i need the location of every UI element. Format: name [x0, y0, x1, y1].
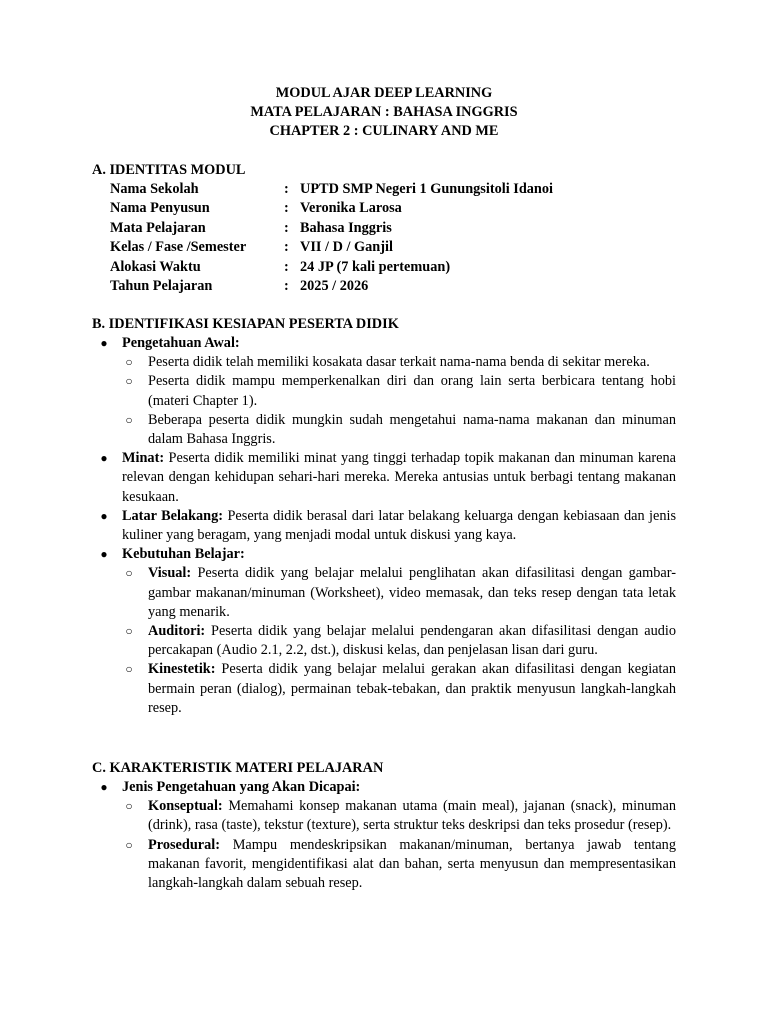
list-item — [100, 449, 677, 507]
sub-item-label: Auditori: — [148, 623, 206, 640]
sub-list-item — [125, 411, 676, 449]
item-text: Peserta didik yang belajar melalui penglihatan akan difasilitasi dengan gambar-gambar makanan/minuman (Worksheet), video memasak, dan teks resep dengan tata letak yang menarik. — [148, 565, 677, 620]
item-text: Memahami konsep makanan utama (main meal), jajanan (snack), minuman (drink), rasa (taste), tekstur (texture), serta struktur teks deskripsi dan teks prosedur (resep). — [148, 798, 676, 834]
identity-colon: : — [284, 258, 289, 275]
bullet-icon: ● — [100, 780, 108, 794]
identity-label: Nama Sekolah — [110, 181, 199, 197]
sub-list-item — [125, 836, 676, 894]
sub-item-label: Prosedural: — [148, 836, 221, 853]
list-item — [100, 545, 677, 718]
identity-value: Veronika Larosa — [300, 200, 402, 217]
item-text: Peserta didik berasal dari latar belakang keluarga dengan kebiasaan dan jenis kuliner yang beragam, yang menjadi modal untuk diskusi yang kaya. — [122, 507, 677, 544]
identity-table — [110, 180, 553, 296]
section-b-heading: B. IDENTIFIKASI KESIAPAN PESERTA DIDIK — [92, 316, 399, 332]
item-text: Peserta didik yang belajar melalui pendengaran akan difasilitasi dengan audio percakapan (Audio 2.1, 2.2, dst.), diskusi kelas, dan penjelasan lisan dari guru. — [148, 623, 676, 659]
title-line-2: MATA PELAJARAN : BAHASA INGGRIS — [250, 104, 518, 121]
identity-label: Nama Penyusun — [110, 200, 210, 217]
item-label: Pengetahuan Awal: — [122, 335, 240, 351]
sub-item-label: Konseptual: — [148, 798, 223, 815]
identity-colon: : — [284, 200, 289, 217]
item-label: Latar Belakang: — [122, 507, 224, 524]
identity-value: Bahasa Inggris — [300, 219, 392, 236]
list-item — [100, 778, 676, 893]
identity-value: 2025 / 2026 — [300, 277, 369, 294]
item-label: Kebutuhan Belajar: — [122, 546, 245, 563]
identity-label: Alokasi Waktu — [110, 258, 201, 275]
sub-list-item — [125, 622, 676, 660]
bullet-icon: ● — [100, 336, 108, 350]
section-b-list — [100, 334, 677, 718]
item-text: Peserta didik yang belajar melalui gerakan akan difasilitasi dengan kegiatan bermain peran (dialog), permainan tebak-tebakan, dan praktik menyusun langkah-langkah resep. — [148, 661, 676, 716]
sub-list-item — [125, 660, 676, 718]
item-text: Mampu mendeskripsikan makanan/minuman, bertanya jawab tentang makanan favorit, mengidentifikasi alat dan bahan, serta menyusun dan mempresentasikan langkah-langkah dalam sebuah resep. — [148, 836, 676, 892]
identity-row — [110, 277, 553, 296]
identity-label: Tahun Pelajaran — [110, 277, 213, 294]
item-text: Beberapa peserta didik mungkin sudah mengetahui nama-nama makanan dan minuman dalam Bahasa Inggris. — [148, 411, 676, 448]
item-text: Peserta didik telah memiliki kosakata dasar terkait nama-nama benda di sekitar mereka. — [148, 354, 650, 371]
item-label: Jenis Pengetahuan yang Akan Dicapai: — [122, 779, 361, 795]
identity-value: UPTD SMP Negeri 1 Gunungsitoli Idanoi — [300, 181, 554, 197]
circle-bullet-icon: ○ — [125, 374, 133, 389]
circle-bullet-icon: ○ — [125, 799, 133, 814]
identity-row — [110, 219, 553, 238]
item-label: Minat: — [122, 450, 165, 467]
list-item — [100, 507, 677, 545]
identity-colon: : — [284, 239, 289, 256]
identity-row — [110, 258, 553, 277]
circle-bullet-icon: ○ — [125, 837, 133, 852]
identity-row — [110, 238, 553, 257]
sub-list-item — [125, 353, 676, 372]
bullet-icon: ● — [100, 547, 108, 562]
list-item — [100, 334, 676, 449]
document-title — [0, 84, 768, 142]
identity-label: Mata Pelajaran — [110, 219, 206, 236]
identity-colon: : — [284, 181, 289, 197]
circle-bullet-icon: ○ — [125, 566, 133, 581]
title-line-1: MODUL AJAR DEEP LEARNING — [275, 85, 493, 101]
circle-bullet-icon: ○ — [125, 662, 133, 677]
circle-bullet-icon: ○ — [125, 355, 133, 370]
item-text: Peserta didik memiliki minat yang tinggi terhadap topik makanan dan minuman karena relevan dengan kehidupan sehari-hari mereka. Mereka antusias untuk berbagi tentang makanan kesukaan. — [122, 450, 677, 505]
item-text: Peserta didik mampu memperkenalkan diri dan orang lain serta berbicara tentang hobi (materi Chapter 1). — [148, 373, 676, 409]
identity-colon: : — [284, 277, 289, 294]
title-line-3: CHAPTER 2 : CULINARY AND ME — [269, 123, 499, 140]
bullet-icon: ● — [100, 451, 108, 466]
circle-bullet-icon: ○ — [125, 624, 133, 639]
sub-list-item — [125, 797, 676, 835]
section-c-heading: C. KARAKTERISTIK MATERI PELAJARAN — [92, 760, 384, 776]
identity-row — [110, 199, 553, 218]
sub-item-label: Kinestetik: — [148, 661, 216, 678]
sub-item-label: Visual: — [148, 565, 192, 582]
identity-label: Kelas / Fase /Semester — [110, 239, 247, 256]
identity-value: VII / D / Ganjil — [300, 239, 393, 256]
section-c-list — [100, 778, 676, 893]
bullet-icon: ● — [100, 508, 108, 523]
circle-bullet-icon: ○ — [125, 412, 133, 427]
section-a-heading: A. IDENTITAS MODUL — [92, 162, 246, 178]
identity-row — [110, 180, 553, 199]
sub-list-item — [125, 372, 676, 410]
sub-list-item — [125, 564, 677, 622]
identity-colon: : — [284, 219, 289, 236]
identity-value: 24 JP (7 kali pertemuan) — [300, 258, 451, 275]
